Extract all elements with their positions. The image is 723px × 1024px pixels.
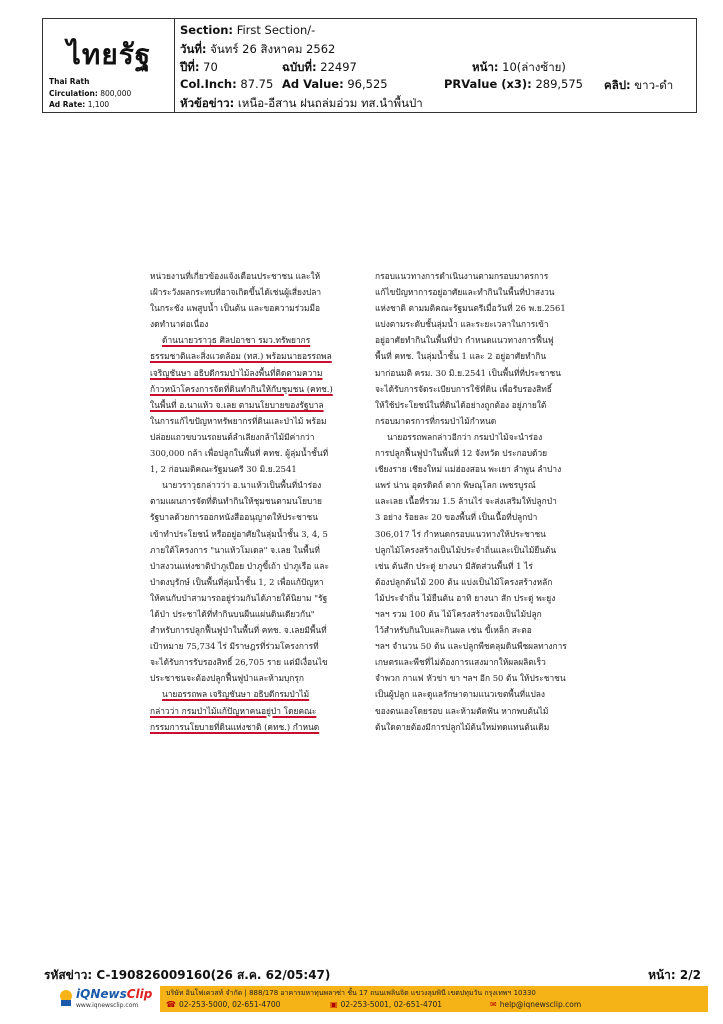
text-line: ฯลฯ จำนวน 50 ต้น และปลูกพืชคลุมดินพืชผลทางการ	[375, 641, 567, 652]
text-line: ของตนเองโดยรอบ และห้ามตัดฟัน หากพบต้นไม้	[375, 705, 549, 716]
section-row	[180, 23, 315, 37]
colinch-label: Col.Inch:	[180, 77, 237, 91]
brand-name-b: Clip	[126, 987, 153, 1001]
text-line: ป่าสงวนแห่งชาติป่าภูเปือย ป่าภูขี้เถ้า ป่าภูเรือ และ	[150, 560, 329, 571]
section-label: Section:	[180, 23, 234, 37]
text-line: งดทำนาต่อเนื่อง	[150, 319, 209, 330]
text-line: นายอรรถพลกล่าวอีกว่า กรมป่าไม้จะนำร่อง	[387, 431, 543, 442]
circulation-line	[49, 89, 131, 98]
section-value: First Section/-	[236, 23, 316, 37]
email-icon: ✉	[490, 1000, 497, 1009]
fax-value: 02-253-5001, 02-651-4701	[340, 1000, 443, 1009]
text-line: ฯลฯ รวม 100 ต้น ไม้โครงสร้างรองเป็นไม้ปลูก	[375, 608, 542, 619]
highlighted-text-line: กรรมการนโยบายที่ดินแห่งชาติ (คทช.) กำหนด	[150, 721, 320, 732]
news-code-label: รหัสข่าว:	[44, 968, 93, 982]
page-label: หน้า:	[472, 60, 499, 74]
date-row	[180, 41, 335, 59]
text-line: การปลูกฟื้นฟูป่าในพื้นที่ 12 จังหวัด ประกอบด้วย	[375, 448, 548, 459]
text-line: เช่น ต้นสัก ประดู่ ยางนา มีสัดส่วนพื้นที่ 1 ไร่	[375, 560, 533, 571]
text-line: สำหรับการปลูกฟื้นฟูป่าในพื้นที่ คทช. จ.เลยมีพื้นที่	[150, 625, 327, 636]
circulation-value: 800,000	[100, 89, 132, 98]
text-line: จะได้รับการจัดระเบียบการใช้ที่ดิน เพื่อรับรองสิทธิ์	[375, 383, 552, 394]
clip-color-label: คลิป:	[604, 78, 631, 92]
fax-contact	[330, 1000, 442, 1009]
text-line: เกษตรและพืชที่ไม่ต้องการแสงมากให้ผลผลิตเร็ว	[375, 657, 546, 668]
text-line: ได้ป่า ประชาได้ที่ทำกินบนผืนแผ่นดินเดียวกัน"	[150, 608, 315, 619]
ad-rate-label: Ad Rate:	[49, 100, 86, 109]
highlighted-text-line: เจริญชันษา อธิบดีกรมป่าไม้ลงพื้นที่ติดตามความ	[150, 367, 323, 378]
text-line: แบ่งตามระดับชั้นลุ่มน้ำ และระยะเวลาในการเข้า	[375, 319, 549, 330]
highlighted-text-line: ก้าวหน้าโครงการจัดที่ดินทำกินให้กับชุมชน (คทช.)	[150, 383, 333, 394]
text-line: เฝ้าระวังผลกระทบที่อาจเกิดขึ้นได้เช่นผู้เสี่ยงปลา	[150, 287, 322, 298]
iqnewsclip-mark-icon	[58, 989, 74, 1007]
publication-name: Thai Rath	[49, 77, 90, 86]
article-column-left	[150, 268, 368, 735]
text-line: ไว้สำหรับกินใบและกินผล เช่น ขี้เหล็ก สะตอ	[375, 625, 532, 636]
contact-bar	[160, 986, 708, 1012]
text-line: เป็นผู้ปลูก และดูแลรักษาตามแนวเขตพื้นที่แปลง	[375, 689, 545, 700]
text-line: มาก่อนมติ ครม. 30 มิ.ย.2541 เป็นพื้นที่ที่ประชาชน	[375, 367, 561, 378]
year-value: 70	[203, 60, 218, 74]
colinch-value: 87.75	[240, 77, 274, 91]
text-line: ประชาชนจะต้องปลูกฟื้นฟูป่าและห้ามบุกรุก	[150, 673, 304, 684]
text-line: เป้าหมาย 75,734 ไร่ มีราษฎรที่ร่วมโครงการที่	[150, 641, 319, 652]
clip-color-value: ขาว-ดำ	[634, 78, 674, 92]
date-value: จันทร์ 26 สิงหาคม 2562	[210, 42, 336, 56]
text-line: 3 อย่าง ร้อยละ 20 ของพื้นที่ เป็นเนื้อที่ปลูกป่า	[375, 512, 538, 523]
page-value: 10(ล่างซ้าย)	[502, 60, 566, 74]
fax-icon: ▣	[330, 1000, 338, 1009]
colinch-row	[180, 77, 273, 91]
text-line: นายวราวุธกล่าวว่า อ.นาแห้วเป็นพื้นที่นำร่อง	[162, 480, 322, 491]
text-line: ปล่อยแถวขบวนรถยนต์ลำเลียงกล้าไม้มีค่ากว่า	[150, 431, 315, 442]
article-column-right	[375, 268, 593, 735]
clip-header	[42, 18, 697, 113]
text-line: กรอบมาตรการที่กรมป่าไม้กำหนด	[375, 415, 497, 426]
text-line: 306,017 ไร่ กำหนดกรอบแนวทางให้ประชาชน	[375, 528, 546, 539]
text-line: ภายใต้โครงการ "นาแห้วโมเดล" จ.เลย ในพื้นที่	[150, 544, 320, 555]
email-value: help@iqnewsclip.com	[499, 1000, 582, 1009]
email-contact[interactable]	[490, 1000, 581, 1009]
text-line: แห่งชาติ ตามมติคณะรัฐมนตรีเมื่อวันที่ 26 พ.ย.2561	[375, 303, 566, 314]
phone-icon: ☎	[166, 1000, 176, 1009]
text-line: ต้นใดตายต้องมีการปลูกไม้ต้นใหม่ทดแทนต้นเดิม	[375, 721, 550, 732]
brand-url: www.iqnewsclip.com	[76, 1002, 139, 1009]
page-number	[648, 966, 701, 985]
issue-value: 22497	[320, 60, 357, 74]
page-row	[472, 59, 566, 77]
highlighted-text-line: ด้านนายวราวุธ ศิลปอาชา รมว.ทรัพยากร	[162, 335, 311, 346]
ad-value-value: 96,525	[347, 77, 388, 91]
headline-label: หัวข้อข่าว:	[180, 96, 235, 110]
text-line: เข้าทำประโยชน์ หรืออยู่อาศัยในลุ่มน้ำชั้น 3, 4, 5	[150, 528, 328, 539]
highlighted-text-line: ธรรมชาติและสิ่งแวดล้อม (ทส.) พร้อมนายอรรถพล	[150, 351, 332, 362]
text-line: พื้นที่ คทช. ในลุ่มน้ำชั้น 1 และ 2 อยู่อาศัยทำกิน	[375, 351, 547, 362]
text-line: ให้คนกับป่าสามารถอยู่ร่วมกันได้ภายใต้นิยาม "รัฐ	[150, 592, 328, 603]
text-line: ปลูกไม้โครงสร้างเป็นไม้ประจำถิ่นและเป็นไม้ยืนต้น	[375, 544, 557, 555]
brand-name	[76, 987, 152, 1001]
highlighted-text-line: ในพื้นที่ อ.นาแห้ว จ.เลย ตามนโยบายของรัฐบาล	[150, 399, 324, 410]
phone-value: 02-253-5000, 02-651-4700	[178, 1000, 281, 1009]
text-line: 1, 2 ก่อนมติคณะรัฐมนตรี 30 มิ.ย.2541	[150, 464, 297, 475]
text-line: รัฐบาลด้วยการออกหนังสืออนุญาตให้ประชาชน	[150, 512, 318, 523]
clip-metadata	[176, 19, 696, 112]
highlighted-text-line: กล่าวว่า กรมป่าไม้แก้ปัญหาคนอยู่ป่า โดยคณะ	[150, 705, 317, 716]
headline-value: เหนือ-อีสาน ฝนถล่มอ่วม ทส.นำพื้นป่า	[237, 96, 423, 110]
text-line: ในการแก้ไขปัญหาทรัพยากรที่ดินและป่าไม้ พร้อม	[150, 415, 327, 426]
text-line: ในกระชัง แพสูบน้ำ เป็นต้น และขอความร่วมมือ	[150, 303, 321, 314]
company-address: บริษัท อินโฟเควสท์ จำกัด | 888/178 อาคารมหาทุนพลาซ่า ชั้น 17 ถนนเพลินจิต แขวงลุมพินี เขตปทุมวัน กรุงเทพฯ 10330	[166, 989, 536, 997]
clip-color-row	[604, 77, 673, 95]
date-label: วันที่:	[180, 42, 207, 56]
page-number-label: หน้า:	[648, 968, 676, 982]
ad-rate-line	[49, 100, 109, 109]
brand-name-a: iQNews	[76, 987, 127, 1001]
text-line: หน่วยงานที่เกี่ยวข้องแจ้งเตือนประชาชน และให้	[150, 271, 321, 281]
text-line: กรอบแนวทางการดำเนินงานตามกรอบมาตรการ	[375, 271, 549, 281]
text-line: แก้ไขปัญหาการอยู่อาศัยและทำกินในพื้นที่ป่าสงวน	[375, 287, 555, 298]
ad-rate-value: 1,100	[87, 100, 110, 109]
headline-row	[180, 95, 423, 113]
text-line: ป่าดงบุรักษ์ เป็นพื้นที่ลุ่มน้ำชั้น 1, 2 เพื่อแก้ปัญหา	[150, 576, 324, 587]
pr-value-row	[444, 77, 583, 91]
page-number-value: 2/2	[679, 968, 701, 982]
text-line: เชียงราย เชียงใหม่ แม่ฮ่องสอน พะเยา ลำพูน ลำปาง	[375, 464, 562, 475]
highlighted-text-line: นายอรรถพล เจริญชันษา อธิบดีกรมป่าไม้	[162, 689, 310, 700]
text-line: จะได้รับการรับรองสิทธิ์ 26,705 ราย แต่มีเงื่อนไข	[150, 657, 328, 668]
news-code-value: C-190826009160(26 ส.ค. 62/05:47)	[96, 968, 331, 982]
text-line: ไม้ประจำถิ่น ไม้ยืนต้น อาทิ ยางนา สัก ประดู่ พะยูง	[375, 592, 556, 603]
ad-value-row	[282, 77, 388, 91]
text-line: และเลย เนื้อที่รวม 1.5 ล้านไร่ จะส่งเสริมให้ปลูกป่า	[375, 496, 557, 507]
issue-row	[282, 59, 357, 77]
publication-box	[43, 19, 175, 112]
text-line: 300,000 กล้า เพื่อปลูกในพื้นที่ คทช. ผู้ลุ่มน้ำชั้นที่	[150, 448, 329, 459]
text-line: ให้ใช้ประโยชน์ในที่ดินได้อย่างถูกต้อง อยู่ภายใต้	[375, 399, 547, 410]
issue-label: ฉบับที่:	[282, 60, 317, 74]
text-line: แพร่ น่าน อุตรดิตถ์ ตาก พิษณุโลก เพชรบูรณ์	[375, 480, 536, 491]
ad-value-label: Ad Value:	[282, 77, 344, 91]
pr-value-value: 289,575	[535, 77, 583, 91]
circulation-label: Circulation:	[49, 89, 98, 98]
year-row	[180, 59, 218, 77]
year-label: ปีที่:	[180, 60, 200, 74]
text-line: อยู่อาศัยทำกินในพื้นที่ป่า กำหนดแนวทางการฟื้นฟู	[375, 335, 554, 346]
thairath-logo: ไทยรัฐ	[66, 38, 152, 71]
text-line: ต้องปลูกต้นไม้ 200 ต้น แบ่งเป็นไม้โครงสร้างหลัก	[375, 576, 553, 587]
news-code	[44, 966, 330, 985]
text-line: ตามแผนการจัดที่ดินทำกินให้ชุมชนตามนโยบาย	[150, 496, 322, 507]
text-line: จำพวก กาแฟ หัวข่า ขา ฯลฯ อีก 50 ต้น ให้ประชาชน	[375, 673, 566, 684]
phone-contact	[166, 1000, 280, 1009]
iqnewsclip-logo	[58, 986, 154, 1012]
pr-value-label: PRValue (x3):	[444, 77, 532, 91]
